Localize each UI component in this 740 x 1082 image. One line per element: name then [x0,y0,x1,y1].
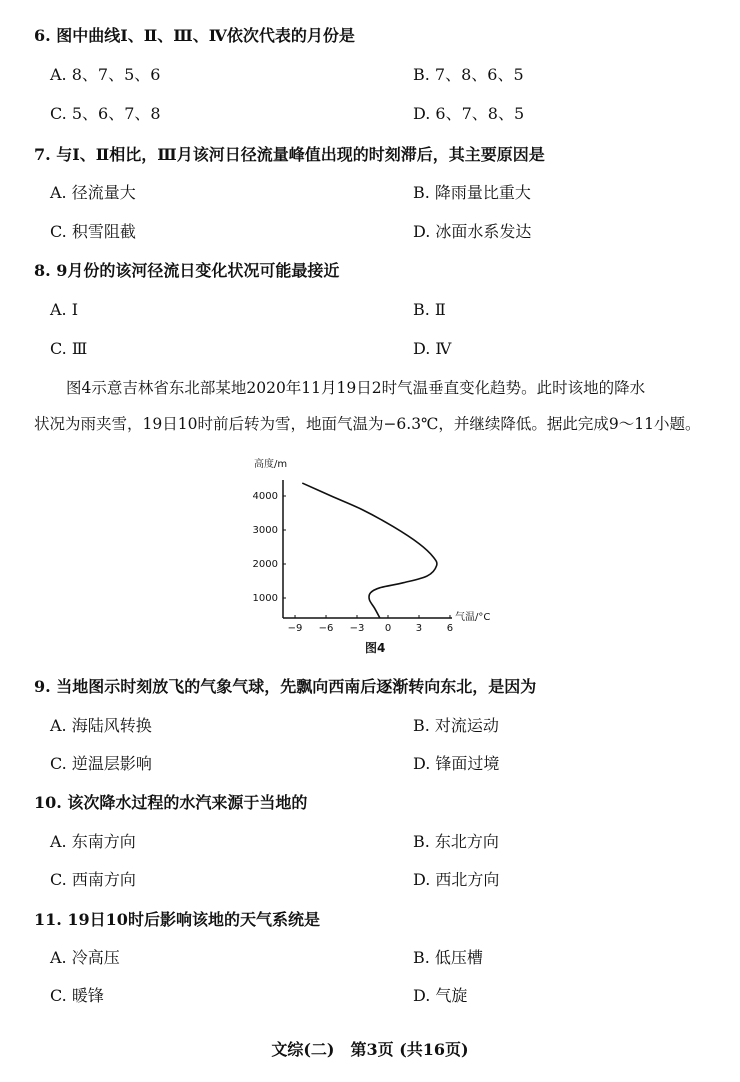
option-d: D. Ⅳ [413,339,452,358]
question-11-stem: 11. 19日10时后影响该地的天气系统是 [34,910,320,929]
x-axis-label: 气温/°C [455,612,491,623]
option-b: B. Ⅱ [413,300,446,319]
y-tick-label: 1000 [252,593,278,604]
question-6-stem: 6. 图中曲线Ⅰ、Ⅱ、Ⅲ、Ⅳ依次代表的月份是 [34,26,355,45]
option-c: C. 积雪阻截 [50,222,136,241]
x-tick-label: 3 [415,623,423,634]
passage-line-1: 图4示意吉林省东北部某地2020年11月19日2时气温垂直变化趋势。此时该地的降水 [66,379,646,397]
figure-4-chart [240,450,520,660]
figure-caption: 图4 [365,641,386,655]
passage-line-2: 状况为雨夹雪，19日10时前后转为雪，地面气温为−6.3℃，并继续降低。据此完成9～11小题。 [34,415,701,433]
option-b: B. 东北方向 [413,832,499,851]
question-7-stem: 7. 与Ⅰ、Ⅱ相比，Ⅲ月该河日径流量峰值出现的时刻滞后，其主要原因是 [34,145,545,164]
page-footer: 文综(二) 第3页 (共16页) [271,1040,469,1059]
x-tick-label: 6 [446,623,454,634]
option-a: A. 冷高压 [50,948,120,967]
option-c: C. Ⅲ [50,339,88,358]
y-tick-label: 3000 [252,525,278,536]
option-c: C. 暖锋 [50,986,104,1005]
option-a: A. 8、7、5、6 [50,65,161,84]
x-tick-label: 0 [384,623,392,634]
x-tick-label: −9 [287,623,303,634]
option-b: B. 降雨量比重大 [413,183,531,202]
question-8-stem: 8. 9月份的该河径流日变化状况可能最接近 [34,261,340,280]
y-axis-label: 高度/m [254,459,288,470]
option-b: B. 低压槽 [413,948,483,967]
option-c: C. 逆温层影响 [50,754,152,773]
option-c: C. 5、6、7、8 [50,104,161,123]
option-a: A. 海陆风转换 [50,716,152,735]
y-tick-label: 4000 [252,491,278,502]
option-d: D. 冰面水系发达 [413,222,532,241]
option-b: B. 对流运动 [413,716,499,735]
option-d: D. 西北方向 [413,870,500,889]
x-tick-label: −6 [318,623,334,634]
option-c: C. 西南方向 [50,870,136,889]
question-10-stem: 10. 该次降水过程的水汽来源于当地的 [34,793,308,812]
option-a: A. 东南方向 [50,832,136,851]
option-a: A. Ⅰ [50,300,79,319]
x-tick-label: −3 [349,623,365,634]
question-9-stem: 9. 当地图示时刻放飞的气象气球，先飘向西南后逐渐转向东北，是因为 [34,677,537,696]
option-d: D. 锋面过境 [413,754,500,773]
y-tick-label: 2000 [252,559,278,570]
temperature-curve [302,483,437,618]
option-a: A. 径流量大 [50,183,136,202]
option-d: D. 6、7、8、5 [413,104,525,123]
option-d: D. 气旋 [413,986,468,1005]
option-b: B. 7、8、6、5 [413,65,524,84]
